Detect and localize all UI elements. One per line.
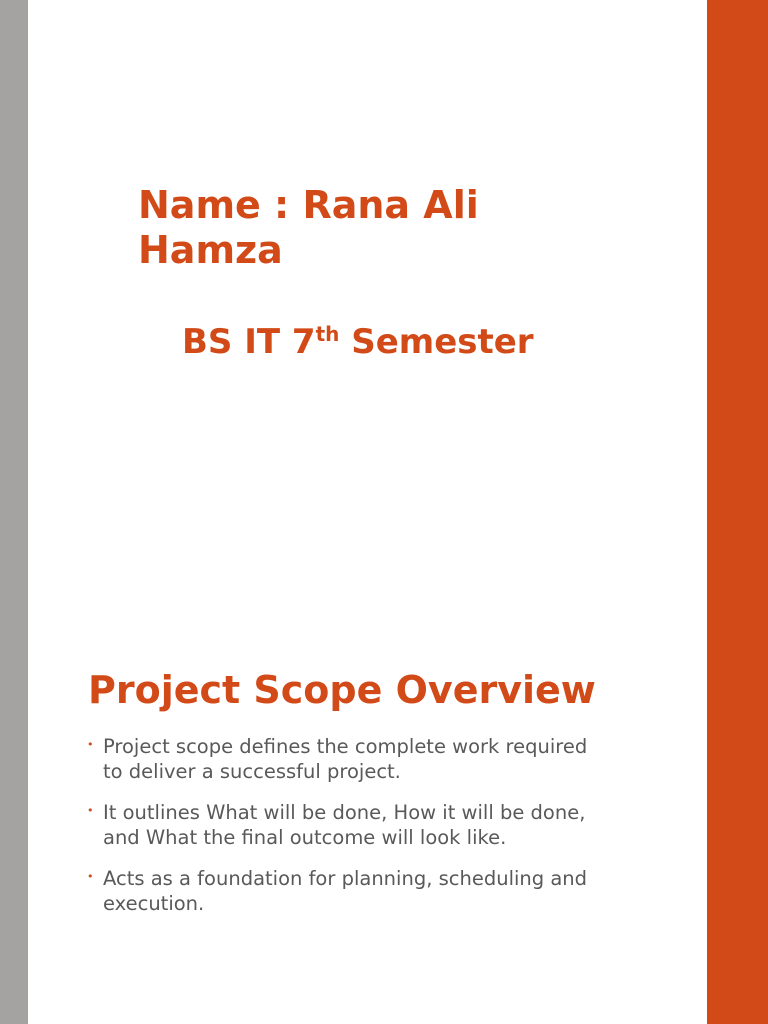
- bullet-item: [86, 801, 606, 850]
- bullet-item: [86, 867, 606, 916]
- semester-superscript: th: [315, 322, 340, 346]
- name-title: Name : Rana Ali Hamza: [138, 183, 479, 272]
- right-accent-bar: [707, 0, 768, 1024]
- semester-prefix: BS IT 7: [182, 322, 316, 362]
- bullet-dot-icon: •: [87, 738, 94, 751]
- bullet-text: Project scope defines the complete work required to deliver a successful project.: [103, 735, 588, 783]
- section-title: Project Scope Overview: [88, 668, 596, 712]
- bullet-dot-icon: •: [87, 870, 94, 883]
- bullet-list: [86, 735, 606, 933]
- bullet-text: Acts as a foundation for planning, scheduling and execution.: [103, 867, 588, 915]
- bullet-item: [86, 735, 606, 784]
- bullet-text: It outlines What will be done, How it will be done, and What the final outcome will look like.: [103, 801, 586, 849]
- semester-line: [182, 320, 534, 364]
- semester-suffix: Semester: [339, 322, 534, 362]
- bullet-dot-icon: •: [87, 804, 94, 817]
- left-decorative-bar: [0, 0, 28, 1024]
